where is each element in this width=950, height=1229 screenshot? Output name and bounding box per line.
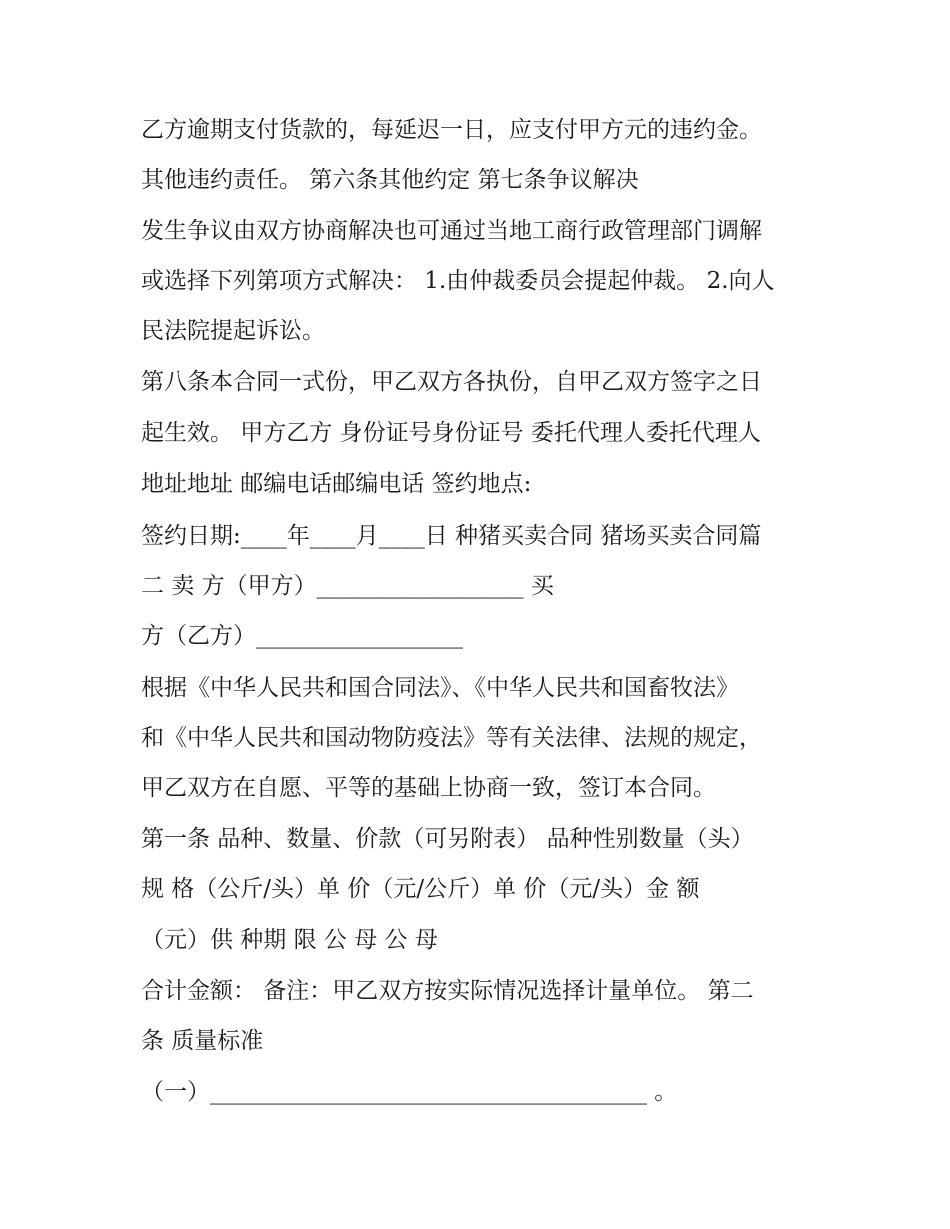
text-line-19: 条 质量标准 (141, 1028, 264, 1054)
text-line-14: 甲乙双方在自愿、平等的基础上协商一致，签订本合同。 (141, 775, 716, 801)
text-line-16: 规 格（公斤/头）单 价（元/公斤）单 价（元/头）金 额 (141, 876, 700, 902)
text-line-3: 发生争议由双方协商解决也可通过当地工商行政管理部门调解 (141, 218, 762, 244)
text-line-18: 合计金额： 备注：甲乙双方按实际情况选择计量单位。 第二 (141, 978, 754, 1004)
text-line-13: 和《中华人民共和国动物防疫法》等有关法律、法规的规定， (141, 725, 762, 751)
text-line-5: 民法院提起诉讼。 (141, 318, 325, 344)
text-line-17: （元）供 种期 限 公 母 公 母 (141, 927, 438, 953)
text-line-12: 根据《中华人民共和国合同法》、《中华人民共和国畜牧法》 (141, 675, 739, 701)
text-line-7: 起生效。 甲方乙方 身份证号身份证号 委托代理人委托代理人 (141, 420, 761, 446)
text-line-8: 地址地址 邮编电话邮编电话 签约地点: (141, 471, 532, 497)
text-line-6: 第八条本合同一式份，甲乙双方各执份，自甲乙双方签字之日 (141, 369, 762, 395)
text-line-20: （一）______________________________________ 。 (141, 1079, 678, 1105)
text-line-4: 或选择下列第项方式解决： 1.由仲裁委员会提起仲裁。 2.向人 (141, 268, 775, 294)
text-line-9: 签约日期:____年____月____日 种猪买卖合同 猪场买卖合同篇 (141, 523, 762, 549)
text-line-10: 二 卖 方（甲方）__________________ 买 (141, 573, 554, 599)
text-line-15: 第一条 品种、数量、价款（可另附表） 品种性别数量（头） (141, 826, 754, 852)
text-line-2: 其他违约责任。 第六条其他约定 第七条争议解决 (141, 167, 639, 193)
text-line-1: 乙方逾期支付货款的，每延迟一日，应支付甲方元的违约金。 (141, 117, 762, 143)
text-line-11: 方（乙方）__________________ (141, 623, 463, 649)
